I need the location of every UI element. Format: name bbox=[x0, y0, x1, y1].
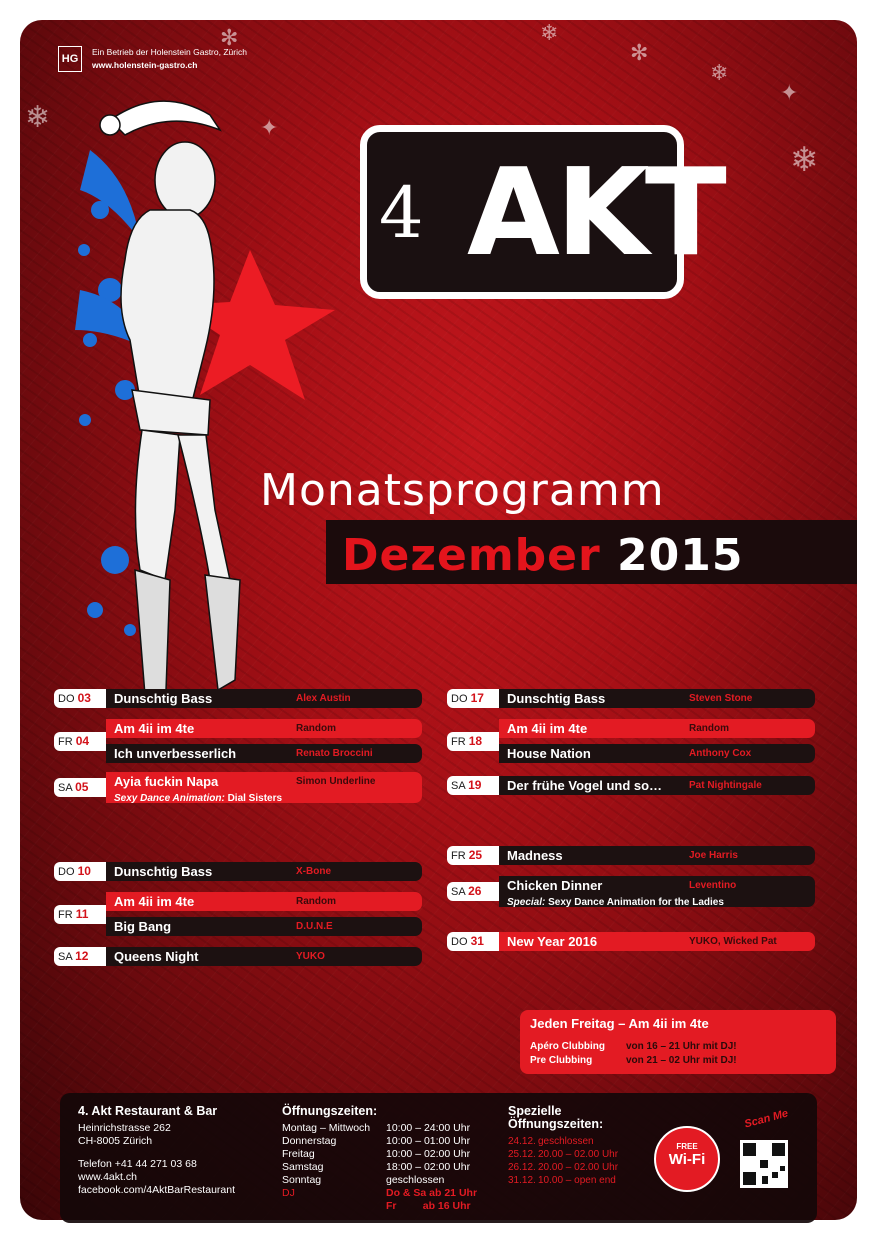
event-row bbox=[106, 862, 422, 881]
venue-street: Heinrichstrasse 262 bbox=[78, 1122, 171, 1134]
month-year: 2015 bbox=[617, 530, 744, 581]
event-date: 25 bbox=[468, 848, 483, 862]
snowflake-icon: ❄ bbox=[25, 101, 51, 134]
operator-url[interactable]: www.holenstein-gastro.ch bbox=[92, 60, 198, 70]
operator-line: Ein Betrieb der Holenstein Gastro, Zürich bbox=[92, 47, 247, 57]
event-title: New Year 2016 bbox=[507, 934, 598, 949]
event-date: 04 bbox=[75, 733, 90, 748]
hours-day: Freitag bbox=[282, 1148, 315, 1160]
event-title: Queens Night bbox=[114, 949, 199, 964]
hours-day: Donnerstag bbox=[282, 1135, 337, 1147]
special-time: 20.00 – 02.00 Uhr bbox=[538, 1162, 619, 1173]
event-artist: Renato Broccini bbox=[296, 748, 373, 759]
brand-four: 4 bbox=[379, 172, 424, 254]
venue-website[interactable]: www.4akt.ch bbox=[78, 1171, 137, 1183]
event-title: Ayia fuckin Napa bbox=[114, 774, 219, 789]
event-subtitle-label: Special: bbox=[507, 897, 549, 908]
special-row bbox=[508, 1135, 618, 1148]
wifi-badge bbox=[654, 1126, 720, 1192]
hours-row bbox=[282, 1161, 470, 1174]
santa-girl-illustration bbox=[70, 90, 340, 710]
event-day bbox=[447, 882, 499, 901]
special-row bbox=[508, 1174, 618, 1187]
hours-time: geschlossen bbox=[386, 1174, 445, 1186]
event-row bbox=[106, 719, 422, 738]
snowflake-icon: ✻ bbox=[630, 40, 649, 65]
hours-row bbox=[282, 1174, 470, 1187]
event-row bbox=[499, 776, 815, 795]
event-row bbox=[106, 947, 422, 966]
event-date: 18 bbox=[468, 733, 483, 748]
hours-day: Sonntag bbox=[282, 1174, 322, 1186]
event-row bbox=[499, 719, 815, 738]
event-date: 11 bbox=[75, 906, 89, 921]
event-day bbox=[447, 846, 499, 865]
special-time: 10.00 – open end bbox=[538, 1175, 616, 1186]
wifi-icon: Wi-Fi bbox=[668, 1151, 706, 1168]
venue-facebook[interactable]: facebook.com/4AktBarRestaurant bbox=[78, 1184, 235, 1196]
event-title: Dunschtig Bass bbox=[507, 691, 606, 706]
event-artist: Random bbox=[689, 723, 729, 734]
venue-phone[interactable]: Telefon +41 44 271 03 68 bbox=[78, 1158, 197, 1170]
event-title: Chicken Dinner bbox=[507, 878, 603, 893]
event-day bbox=[54, 689, 106, 708]
event-artist: Random bbox=[296, 896, 336, 907]
event-title: House Nation bbox=[507, 746, 591, 761]
event-row bbox=[106, 744, 422, 763]
dj-hours bbox=[282, 1187, 477, 1213]
event-day bbox=[54, 778, 106, 797]
event-row bbox=[106, 689, 422, 708]
event-title: Der frühe Vogel und so… bbox=[507, 778, 663, 793]
event-weekday: DO bbox=[451, 693, 471, 705]
event-date: 12 bbox=[75, 949, 89, 963]
friday-row-label: Pre Clubbing bbox=[530, 1055, 593, 1066]
event-artist: YUKO, Wicked Pat bbox=[689, 936, 777, 947]
event-row bbox=[499, 744, 815, 763]
event-weekday: FR bbox=[58, 735, 76, 748]
hours-table bbox=[282, 1122, 470, 1187]
event-row bbox=[106, 772, 422, 803]
event-subtitle bbox=[507, 893, 724, 912]
event-artist: YUKO bbox=[296, 951, 325, 962]
special-hours bbox=[508, 1105, 618, 1187]
event-day bbox=[447, 689, 499, 708]
special-date: 31.12. bbox=[508, 1175, 536, 1186]
qr-code[interactable] bbox=[740, 1140, 788, 1188]
special-heading: Öffnungszeiten: bbox=[508, 1117, 604, 1131]
event-artist: Steven Stone bbox=[689, 693, 753, 704]
special-time: 20.00 – 02.00 Uhr bbox=[538, 1149, 619, 1160]
friday-row bbox=[530, 1041, 737, 1052]
event-date: 19 bbox=[468, 778, 482, 792]
event-artist: Alex Austin bbox=[296, 693, 351, 704]
hours-time: 10:00 – 01:00 Uhr bbox=[386, 1135, 471, 1147]
venue-city: CH-8005 Zürich bbox=[78, 1135, 153, 1147]
snowflake-icon: ✦ bbox=[260, 115, 279, 140]
event-date: 05 bbox=[75, 780, 89, 794]
address-block bbox=[78, 1105, 235, 1197]
friday-box bbox=[520, 1010, 836, 1074]
brand-name: AKT bbox=[467, 144, 723, 283]
event-weekday: SA bbox=[58, 782, 76, 794]
event-title: Am 4ii im 4te bbox=[114, 721, 195, 736]
page-title: Monatsprogramm bbox=[260, 465, 665, 516]
event-title: Dunschtig Bass bbox=[114, 691, 213, 706]
hours-heading: Öffnungszeiten: bbox=[282, 1104, 378, 1118]
dj-time: ab 16 Uhr bbox=[422, 1200, 471, 1212]
hours-day: Samstag bbox=[282, 1161, 324, 1173]
wifi-free-label: FREE bbox=[676, 1142, 698, 1151]
hours-row bbox=[282, 1135, 470, 1148]
event-row bbox=[499, 932, 815, 951]
opening-hours bbox=[282, 1105, 477, 1213]
hours-time: 10:00 – 02:00 Uhr bbox=[386, 1148, 471, 1160]
event-title: Ich unverbesserlich bbox=[114, 746, 237, 761]
hours-day: Montag – Mittwoch bbox=[282, 1122, 371, 1134]
event-artist: D.U.N.E bbox=[296, 921, 333, 932]
event-date: 17 bbox=[470, 691, 484, 705]
hours-time: 10:00 – 24:00 Uhr bbox=[386, 1122, 471, 1134]
event-weekday: SA bbox=[58, 951, 76, 963]
event-date: 26 bbox=[468, 884, 482, 898]
event-row bbox=[106, 892, 422, 911]
hours-time: 18:00 – 02:00 Uhr bbox=[386, 1161, 471, 1173]
friday-heading: Jeden Freitag – Am 4ii im 4te bbox=[530, 1016, 709, 1031]
event-date: 31 bbox=[470, 934, 484, 948]
event-title: Dunschtig Bass bbox=[114, 864, 213, 879]
event-artist: X-Bone bbox=[296, 866, 331, 877]
event-day bbox=[54, 862, 106, 881]
event-title: Am 4ii im 4te bbox=[507, 721, 588, 736]
month-name: Dezember bbox=[342, 530, 601, 581]
special-row bbox=[508, 1161, 618, 1174]
event-weekday: DO bbox=[451, 936, 471, 948]
event-weekday: SA bbox=[451, 886, 469, 898]
event-artist: Random bbox=[296, 723, 336, 734]
event-day bbox=[54, 732, 106, 751]
event-artist: Joe Harris bbox=[689, 850, 738, 861]
event-day bbox=[447, 776, 499, 795]
special-date: 24.12. bbox=[508, 1136, 536, 1147]
event-weekday: DO bbox=[58, 866, 78, 878]
event-weekday: FR bbox=[58, 908, 76, 921]
snowflake-icon: ❄ bbox=[790, 141, 819, 179]
special-row bbox=[508, 1148, 618, 1161]
event-date: 10 bbox=[77, 864, 91, 878]
snowflake-icon: ❄ bbox=[540, 20, 559, 45]
event-weekday: FR bbox=[451, 850, 469, 862]
event-subtitle-text: Sexy Dance Animation for the Ladies bbox=[548, 897, 724, 908]
brand-logo bbox=[360, 125, 723, 299]
event-row bbox=[499, 876, 815, 907]
event-weekday: DO bbox=[58, 693, 78, 705]
special-table bbox=[508, 1135, 618, 1187]
month-title bbox=[342, 530, 744, 581]
event-artist: Pat Nightingale bbox=[689, 780, 762, 791]
dj-time: Do & Sa ab 21 Uhr bbox=[386, 1187, 478, 1199]
event-row bbox=[499, 689, 815, 708]
event-subtitle bbox=[114, 789, 282, 808]
event-weekday: FR bbox=[451, 735, 469, 748]
event-subtitle-label: Sexy Dance Animation: bbox=[114, 793, 228, 804]
special-heading: Spezielle bbox=[508, 1104, 562, 1118]
snowflake-icon: ❄ bbox=[710, 60, 729, 85]
snowflake-icon: ✦ bbox=[780, 80, 799, 105]
dj-day: Fr bbox=[386, 1200, 397, 1212]
event-row bbox=[499, 846, 815, 865]
snowflake-icon: ✻ bbox=[220, 25, 239, 50]
friday-row-value: von 21 – 02 Uhr mit DJ! bbox=[626, 1055, 737, 1066]
event-title: Am 4ii im 4te bbox=[114, 894, 195, 909]
event-artist: Leventino bbox=[689, 880, 737, 891]
dj-label: DJ bbox=[282, 1187, 295, 1199]
hours-row bbox=[282, 1148, 470, 1161]
special-date: 25.12. bbox=[508, 1149, 536, 1160]
event-title: Big Bang bbox=[114, 919, 172, 934]
friday-row-label: Apéro Clubbing bbox=[530, 1041, 605, 1052]
event-title: Madness bbox=[507, 848, 563, 863]
event-day bbox=[447, 732, 499, 751]
footer-info bbox=[60, 1093, 817, 1223]
friday-row bbox=[530, 1055, 737, 1066]
event-artist: Anthony Cox bbox=[689, 748, 752, 759]
poster bbox=[20, 20, 857, 1220]
event-weekday: SA bbox=[451, 780, 469, 792]
event-date: 03 bbox=[77, 691, 91, 705]
event-day bbox=[54, 947, 106, 966]
hg-logo: HG bbox=[58, 46, 82, 72]
scan-me-label: Scan Me bbox=[743, 1107, 790, 1131]
event-artist: Simon Underline bbox=[296, 776, 376, 787]
venue-name: 4. Akt Restaurant & Bar bbox=[78, 1104, 218, 1118]
friday-row-value: von 16 – 21 Uhr mit DJ! bbox=[626, 1041, 737, 1052]
hours-row bbox=[282, 1122, 470, 1135]
event-row bbox=[106, 917, 422, 936]
event-day bbox=[447, 932, 499, 951]
event-subtitle-text: Dial Sisters bbox=[227, 793, 283, 804]
special-date: 26.12. bbox=[508, 1162, 536, 1173]
event-day bbox=[54, 905, 106, 924]
special-time: geschlossen bbox=[538, 1136, 594, 1147]
